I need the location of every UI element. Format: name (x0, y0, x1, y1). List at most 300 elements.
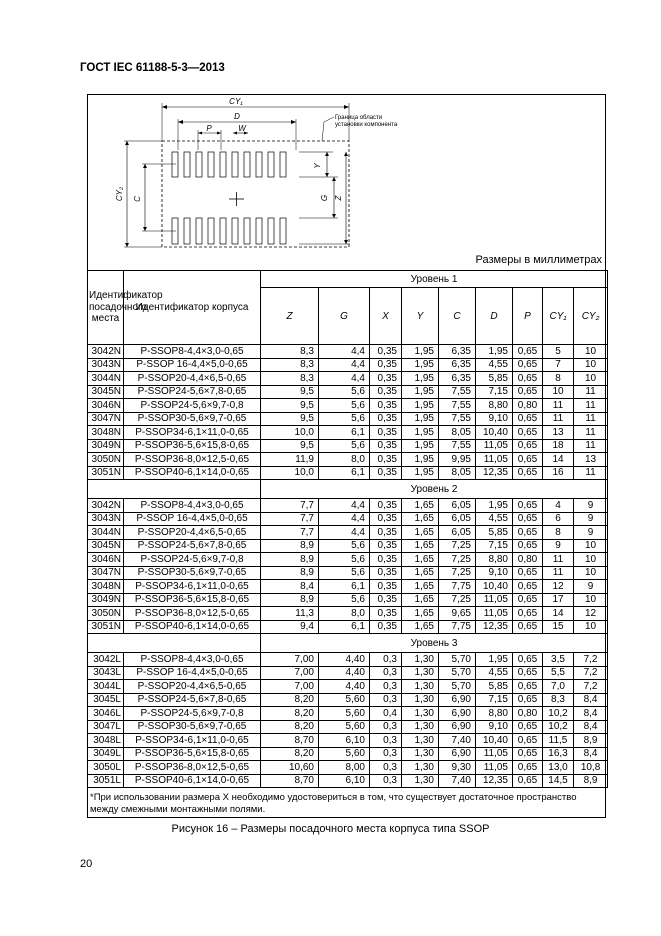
footprint-id-cell: 3045L (88, 693, 124, 707)
value-cell: 8,20 (261, 707, 319, 721)
footnote: *При использовании размера X необходимо удостовериться в том, что существует достаточное пространство между смежными монтажными полями. (90, 792, 577, 815)
value-cell: 10,40 (476, 580, 513, 594)
value-cell: 7,7 (261, 499, 319, 513)
value-cell: 1,65 (402, 566, 439, 580)
package-id-cell: P-SSOP40-6,1×14,0-0,65 (124, 620, 261, 634)
value-cell: 0,3 (370, 720, 402, 734)
value-cell: 0,35 (370, 453, 402, 467)
value-cell: 1,95 (402, 345, 439, 359)
value-cell: 8,3 (543, 693, 574, 707)
table-row (88, 620, 608, 634)
value-cell: 8,9 (261, 566, 319, 580)
header-value-col: D (476, 288, 513, 345)
value-cell: 5,6 (319, 539, 370, 553)
value-cell: 8,3 (261, 372, 319, 386)
value-cell: 0,35 (370, 345, 402, 359)
value-cell: 5,60 (319, 693, 370, 707)
value-cell: 10 (574, 620, 608, 634)
value-cell: 1,30 (402, 666, 439, 680)
value-cell: 7,25 (439, 593, 476, 607)
table-row (88, 666, 608, 680)
value-cell: 8,80 (476, 707, 513, 721)
value-cell: 0,65 (513, 439, 543, 453)
header-value-col: CY₁ (543, 288, 574, 345)
footprint-id-cell: 3051L (88, 774, 124, 788)
footprint-id-cell: 3046N (88, 399, 124, 413)
value-cell: 10,2 (543, 720, 574, 734)
value-cell: 6,05 (439, 526, 476, 540)
value-cell: 8,20 (261, 693, 319, 707)
footprint-id-cell: 3049N (88, 593, 124, 607)
table-row (88, 426, 608, 440)
top-pad (172, 152, 178, 177)
value-cell: 8,70 (261, 734, 319, 748)
package-id-cell: P-SSOP 16-4,4×5,0-0,65 (124, 358, 261, 372)
figure-caption: Рисунок 16 – Размеры посадочного места корпуса типа SSOP (171, 823, 490, 835)
value-cell: 12 (574, 607, 608, 621)
value-cell: 17 (543, 593, 574, 607)
table-row (88, 526, 608, 540)
value-cell: 10,40 (476, 734, 513, 748)
value-cell: 0,65 (513, 580, 543, 594)
top-pad (220, 152, 226, 177)
table-row (88, 653, 608, 667)
footprint-id-cell: 3044N (88, 372, 124, 386)
bottom-pad (280, 218, 286, 244)
value-cell: 8,9 (261, 553, 319, 567)
value-cell: 1,95 (402, 412, 439, 426)
package-id-cell: P-SSOP40-6,1×14,0-0,65 (124, 774, 261, 788)
top-pad (268, 152, 274, 177)
value-cell: 9,10 (476, 412, 513, 426)
top-pad (256, 152, 262, 177)
bottom-pad (268, 218, 274, 244)
value-cell: 9,5 (261, 399, 319, 413)
value-cell: 0,65 (513, 607, 543, 621)
table-row (88, 466, 608, 480)
value-cell: 6,05 (439, 512, 476, 526)
value-cell: 4,4 (319, 526, 370, 540)
value-cell: 6,10 (319, 774, 370, 788)
bottom-pad (244, 218, 250, 244)
package-id-cell: P-SSOP20-4,4×6,5-0,65 (124, 526, 261, 540)
package-id-cell: P-SSOP40-6,1×14,0-0,65 (124, 466, 261, 480)
table-row (88, 358, 608, 372)
level-spacer (88, 634, 261, 653)
table-row (88, 734, 608, 748)
value-cell: 7,75 (439, 620, 476, 634)
footprint-id-cell: 3049N (88, 439, 124, 453)
value-cell: 6,90 (439, 707, 476, 721)
value-cell: 8,0 (319, 453, 370, 467)
value-cell: 5,60 (319, 707, 370, 721)
value-cell: 0,65 (513, 358, 543, 372)
value-cell: 6,90 (439, 747, 476, 761)
value-cell: 0,3 (370, 693, 402, 707)
boundary-note-line2: установки компонента (335, 122, 398, 128)
footprint-id-cell: 3048L (88, 734, 124, 748)
value-cell: 6,90 (439, 720, 476, 734)
value-cell: 11 (543, 399, 574, 413)
bottom-pad (184, 218, 190, 244)
value-cell: 6,90 (439, 693, 476, 707)
value-cell: 0,3 (370, 680, 402, 694)
package-id-cell: P-SSOP36-8,0×12,5-0,65 (124, 453, 261, 467)
value-cell: 10,8 (574, 761, 608, 775)
top-pad (280, 152, 286, 177)
value-cell: 5,6 (319, 439, 370, 453)
value-cell: 1,30 (402, 761, 439, 775)
value-cell: 13,0 (543, 761, 574, 775)
label-y: Y (313, 163, 322, 169)
value-cell: 5,85 (476, 372, 513, 386)
value-cell: 7,55 (439, 439, 476, 453)
value-cell: 1,95 (402, 358, 439, 372)
value-cell: 4,40 (319, 653, 370, 667)
package-id-cell: P-SSOP34-6,1×11,0-0,65 (124, 426, 261, 440)
value-cell: 8,70 (261, 774, 319, 788)
value-cell: 11,05 (476, 607, 513, 621)
value-cell: 9 (574, 499, 608, 513)
value-cell: 10,0 (261, 426, 319, 440)
value-cell: 4 (543, 499, 574, 513)
value-cell: 4,4 (319, 358, 370, 372)
value-cell: 0,65 (513, 653, 543, 667)
value-cell: 10,0 (261, 466, 319, 480)
value-cell: 6,1 (319, 426, 370, 440)
dimensions-table (87, 270, 608, 788)
value-cell: 0,35 (370, 399, 402, 413)
table-row (88, 453, 608, 467)
package-id-cell: P-SSOP24-5,6×9,7-0,8 (124, 399, 261, 413)
value-cell: 7,15 (476, 539, 513, 553)
value-cell: 7,25 (439, 539, 476, 553)
value-cell: 7,00 (261, 653, 319, 667)
value-cell: 7,00 (261, 666, 319, 680)
value-cell: 1,30 (402, 720, 439, 734)
value-cell: 8,80 (476, 399, 513, 413)
package-id-cell: P-SSOP20-4,4×6,5-0,65 (124, 680, 261, 694)
value-cell: 6,1 (319, 580, 370, 594)
table-row (88, 539, 608, 553)
value-cell: 4,4 (319, 345, 370, 359)
value-cell: 10 (574, 372, 608, 386)
value-cell: 9,95 (439, 453, 476, 467)
value-cell: 7,2 (574, 653, 608, 667)
value-cell: 14 (543, 607, 574, 621)
table-row (88, 372, 608, 386)
figure-frame (87, 94, 606, 818)
value-cell: 1,65 (402, 580, 439, 594)
value-cell: 1,95 (402, 385, 439, 399)
table-row (88, 707, 608, 721)
value-cell: 8,9 (261, 539, 319, 553)
package-id-cell: P-SSOP8-4,4×3,0-0,65 (124, 653, 261, 667)
value-cell: 7,40 (439, 734, 476, 748)
table-row (88, 593, 608, 607)
footprint-id-cell: 3049L (88, 747, 124, 761)
value-cell: 7,15 (476, 693, 513, 707)
value-cell: 6,35 (439, 345, 476, 359)
package-id-cell: P-SSOP24-5,6×7,8-0,65 (124, 385, 261, 399)
value-cell: 8,80 (476, 553, 513, 567)
table-row (88, 693, 608, 707)
value-cell: 1,30 (402, 774, 439, 788)
value-cell: 0,35 (370, 439, 402, 453)
value-cell: 5,85 (476, 680, 513, 694)
footprint-drawing (88, 95, 605, 255)
value-cell: 7,00 (261, 680, 319, 694)
value-cell: 8,05 (439, 426, 476, 440)
value-cell: 9,65 (439, 607, 476, 621)
value-cell: 0,35 (370, 607, 402, 621)
value-cell: 0,65 (513, 620, 543, 634)
footprint-id-cell: 3051N (88, 620, 124, 634)
footprint-id-cell: 3047N (88, 412, 124, 426)
table-row (88, 680, 608, 694)
value-cell: 6,1 (319, 620, 370, 634)
value-cell: 5,6 (319, 593, 370, 607)
units-caption: Размеры в миллиметрах (475, 254, 602, 266)
package-id-cell: P-SSOP36-5,6×15,8-0,65 (124, 439, 261, 453)
value-cell: 0,65 (513, 761, 543, 775)
value-cell: 6 (543, 512, 574, 526)
value-cell: 0,4 (370, 707, 402, 721)
package-id-cell: P-SSOP34-6,1×11,0-0,65 (124, 734, 261, 748)
value-cell: 4,40 (319, 680, 370, 694)
value-cell: 11 (574, 426, 608, 440)
value-cell: 0,35 (370, 358, 402, 372)
value-cell: 12 (543, 580, 574, 594)
label-cy2: CY₂ (115, 186, 124, 202)
value-cell: 1,95 (402, 426, 439, 440)
value-cell: 5,60 (319, 720, 370, 734)
header-package-id: Идентификатор корпуса (124, 271, 261, 345)
header-value-col: Y (402, 288, 439, 345)
value-cell: 8,4 (574, 720, 608, 734)
value-cell: 8 (543, 526, 574, 540)
value-cell: 0,65 (513, 720, 543, 734)
value-cell: 0,3 (370, 761, 402, 775)
value-cell: 11 (543, 412, 574, 426)
footprint-id-cell: 3045N (88, 539, 124, 553)
value-cell: 4,55 (476, 512, 513, 526)
value-cell: 1,95 (402, 466, 439, 480)
value-cell: 9,30 (439, 761, 476, 775)
value-cell: 4,4 (319, 499, 370, 513)
footprint-id-cell: 3046N (88, 553, 124, 567)
package-id-cell: P-SSOP 16-4,4×5,0-0,65 (124, 666, 261, 680)
package-id-cell: P-SSOP8-4,4×3,0-0,65 (124, 345, 261, 359)
value-cell: 14 (543, 453, 574, 467)
value-cell: 10 (574, 593, 608, 607)
value-cell: 0,35 (370, 499, 402, 513)
value-cell: 10,60 (261, 761, 319, 775)
table-row (88, 499, 608, 513)
value-cell: 8,4 (574, 747, 608, 761)
value-cell: 0,35 (370, 412, 402, 426)
value-cell: 0,35 (370, 580, 402, 594)
value-cell: 8,20 (261, 720, 319, 734)
level-title: Уровень 2 (261, 480, 608, 499)
header-footprint-id: Идентификатор посадочного места (88, 271, 124, 345)
value-cell: 5,70 (439, 666, 476, 680)
value-cell: 13 (543, 426, 574, 440)
value-cell: 11 (574, 385, 608, 399)
bottom-pad (208, 218, 214, 244)
label-d: D (234, 112, 240, 121)
value-cell: 5,6 (319, 566, 370, 580)
value-cell: 0,35 (370, 512, 402, 526)
footprint-id-cell: 3048N (88, 580, 124, 594)
value-cell: 9,5 (261, 385, 319, 399)
label-g: G (320, 194, 329, 202)
footprint-id-cell: 3047N (88, 566, 124, 580)
value-cell: 0,80 (513, 553, 543, 567)
value-cell: 1,30 (402, 747, 439, 761)
value-cell: 8,05 (439, 466, 476, 480)
value-cell: 7,15 (476, 385, 513, 399)
footprint-id-cell: 3042N (88, 499, 124, 513)
footprint-id-cell: 3044L (88, 680, 124, 694)
value-cell: 10 (574, 566, 608, 580)
boundary-note-line1: Граница области (335, 115, 383, 121)
footprint-id-cell: 3047L (88, 720, 124, 734)
value-cell: 12,35 (476, 774, 513, 788)
package-id-cell: P-SSOP24-5,6×7,8-0,65 (124, 539, 261, 553)
value-cell: 5,85 (476, 526, 513, 540)
value-cell: 1,95 (402, 439, 439, 453)
label-cy1: CY₁ (229, 97, 243, 106)
value-cell: 16,3 (543, 747, 574, 761)
footprint-id-cell: 3043L (88, 666, 124, 680)
value-cell: 8,00 (319, 761, 370, 775)
value-cell: 4,55 (476, 358, 513, 372)
value-cell: 1,95 (402, 399, 439, 413)
value-cell: 4,4 (319, 372, 370, 386)
value-cell: 0,80 (513, 707, 543, 721)
value-cell: 11 (543, 566, 574, 580)
value-cell: 9 (543, 539, 574, 553)
package-id-cell: P-SSOP30-5,6×9,7-0,65 (124, 412, 261, 426)
bottom-pad-row (172, 218, 286, 244)
value-cell: 10 (574, 553, 608, 567)
value-cell: 8,4 (574, 693, 608, 707)
value-cell: 1,65 (402, 620, 439, 634)
value-cell: 5,70 (439, 680, 476, 694)
value-cell: 11 (543, 553, 574, 567)
top-pad-row (172, 152, 286, 177)
value-cell: 18 (543, 439, 574, 453)
value-cell: 0,35 (370, 526, 402, 540)
footprint-id-cell: 3042N (88, 345, 124, 359)
table-row (88, 385, 608, 399)
value-cell: 11,05 (476, 593, 513, 607)
package-id-cell: P-SSOP30-5,6×9,7-0,65 (124, 566, 261, 580)
level-1-title: Уровень 1 (261, 271, 608, 288)
value-cell: 0,35 (370, 593, 402, 607)
value-cell: 10,2 (543, 707, 574, 721)
footprint-id-cell: 3042L (88, 653, 124, 667)
value-cell: 15 (543, 620, 574, 634)
value-cell: 8,9 (261, 593, 319, 607)
value-cell: 9,5 (261, 412, 319, 426)
value-cell: 7 (543, 358, 574, 372)
value-cell: 0,35 (370, 539, 402, 553)
value-cell: 13 (574, 453, 608, 467)
package-id-cell: P-SSOP24-5,6×7,8-0,65 (124, 693, 261, 707)
value-cell: 5,5 (543, 666, 574, 680)
label-z: Z (334, 195, 343, 201)
value-cell: 0,65 (513, 512, 543, 526)
header-value-col: CY₂ (574, 288, 608, 345)
table-row (88, 774, 608, 788)
value-cell: 1,95 (402, 453, 439, 467)
table-row (88, 512, 608, 526)
value-cell: 9,4 (261, 620, 319, 634)
package-id-cell: P-SSOP24-5,6×9,7-0,8 (124, 553, 261, 567)
package-id-cell: P-SSOP8-4,4×3,0-0,65 (124, 499, 261, 513)
package-id-cell: P-SSOP30-5,6×9,7-0,65 (124, 720, 261, 734)
value-cell: 0,35 (370, 466, 402, 480)
footprint-id-cell: 3045N (88, 385, 124, 399)
value-cell: 0,65 (513, 372, 543, 386)
value-cell: 0,35 (370, 385, 402, 399)
footprint-id-cell: 3044N (88, 526, 124, 540)
value-cell: 7,40 (439, 774, 476, 788)
value-cell: 0,65 (513, 566, 543, 580)
package-id-cell: P-SSOP20-4,4×6,5-0,65 (124, 372, 261, 386)
value-cell: 6,35 (439, 358, 476, 372)
footprint-id-cell: 3050N (88, 453, 124, 467)
level-spacer (88, 480, 261, 499)
value-cell: 5,6 (319, 553, 370, 567)
value-cell: 5,60 (319, 747, 370, 761)
value-cell: 14,5 (543, 774, 574, 788)
value-cell: 1,65 (402, 553, 439, 567)
header-value-col: X (370, 288, 402, 345)
value-cell: 0,3 (370, 666, 402, 680)
value-cell: 6,05 (439, 499, 476, 513)
label-p: P (206, 124, 212, 133)
package-id-cell: P-SSOP36-8,0×12,5-0,65 (124, 761, 261, 775)
header-value-col: G (319, 288, 370, 345)
value-cell: 1,65 (402, 499, 439, 513)
value-cell: 7,2 (574, 666, 608, 680)
value-cell: 0,65 (513, 747, 543, 761)
value-cell: 10 (543, 385, 574, 399)
value-cell: 7,25 (439, 566, 476, 580)
value-cell: 8,9 (574, 734, 608, 748)
top-pad (232, 152, 238, 177)
value-cell: 5 (543, 345, 574, 359)
header-value-col: P (513, 288, 543, 345)
value-cell: 9,10 (476, 720, 513, 734)
value-cell: 6,1 (319, 466, 370, 480)
footprint-id-cell: 3043N (88, 358, 124, 372)
bottom-pad (232, 218, 238, 244)
document-header: ГОСТ IEC 61188-5-3—2013 (80, 62, 225, 74)
value-cell: 11,05 (476, 747, 513, 761)
value-cell: 11 (574, 439, 608, 453)
value-cell: 8,3 (261, 358, 319, 372)
value-cell: 1,95 (476, 653, 513, 667)
page-number: 20 (80, 858, 93, 870)
value-cell: 1,65 (402, 593, 439, 607)
value-cell: 0,65 (513, 774, 543, 788)
value-cell: 0,35 (370, 426, 402, 440)
value-cell: 1,30 (402, 707, 439, 721)
